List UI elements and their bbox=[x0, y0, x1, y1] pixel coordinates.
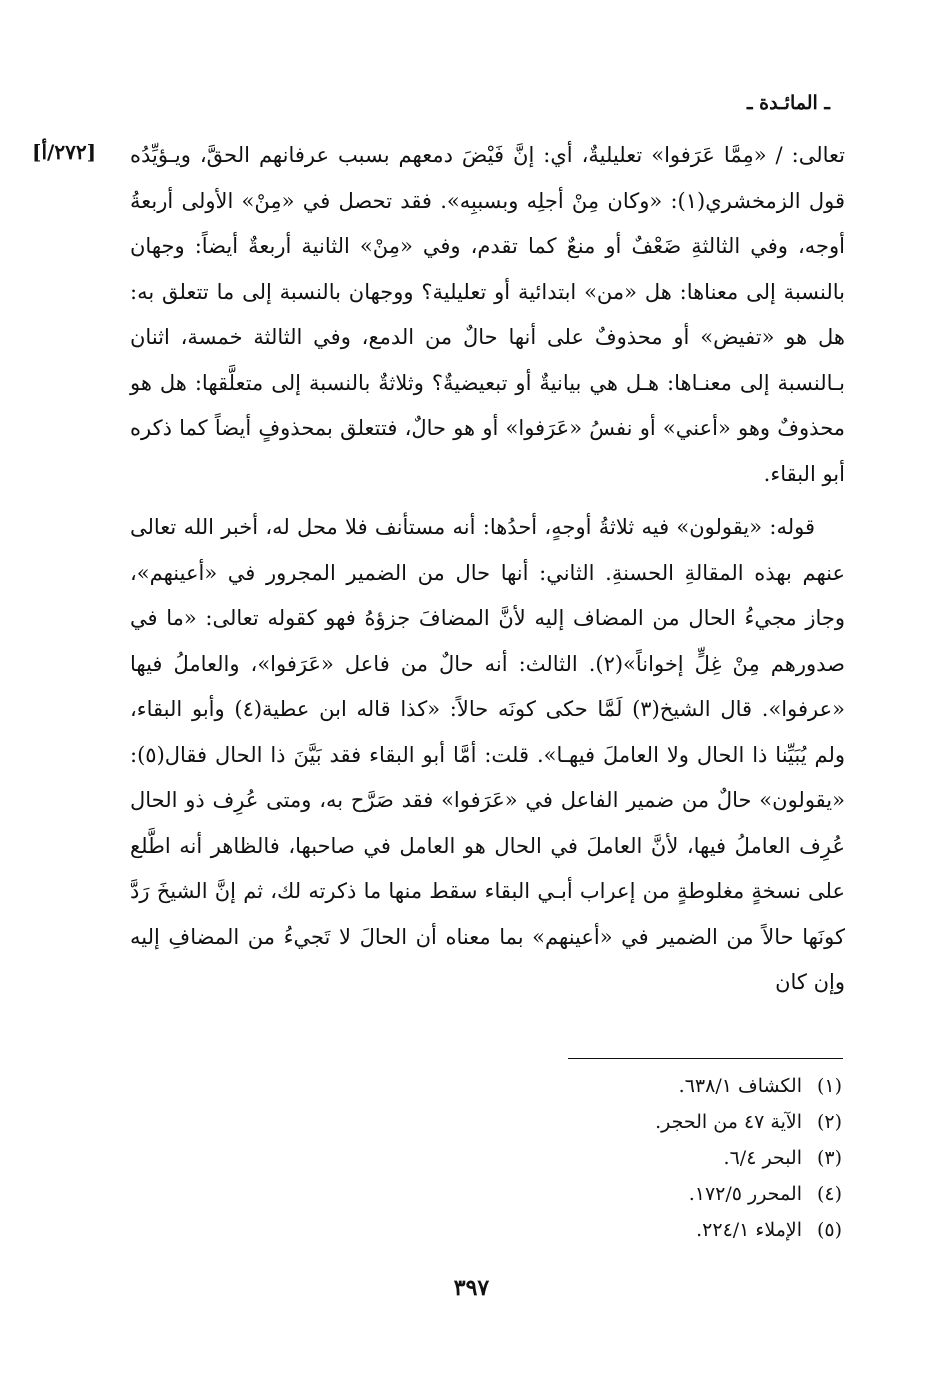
footnote-text: الآية ٤٧ من الحجر. bbox=[655, 1111, 802, 1133]
footnote-item bbox=[300, 1212, 842, 1248]
footnote-item bbox=[300, 1140, 842, 1176]
footnote-text: المحرر ١٧٢/٥. bbox=[688, 1183, 802, 1205]
paragraph-2: قوله: «يقولون» فيه ثلاثةُ أوجهٍ، أحدُها: أنه مستأنف فلا محل له، أخبر الله تعالى عنهم بهذه المقالةِ الحسنةِ. الثاني: أنها حال من الضمير المجرور في «أعينهم»، وجاز مجيءُ الحال من المضاف إليه لأنَّ المضافَ جزؤهُ فهو كقوله تعالى: «ما في صدورهم مِنْ غِلٍّ إخواناً»(٢). الثالث: أنه حالٌ من فاعل «عَرَفوا»، والعاملُ فيها «عرفوا». قال الشيخ(٣) لَمَّا حكى كونَه حالاً: «كذا قاله ابن عطية(٤) وأبو البقاء، ولم يُبَيِّنا ذا الحال ولا العاملَ فيهـا». قلت: أمَّا أبو البقاء فقد بَيَّنَ ذا الحال فقال(٥): «يقولون» حالٌ من ضمير الفاعل في «عَرَفوا» فقد صَرَّح به، ومتى عُرِف ذو الحال عُرِف العاملُ فيها، لأنَّ العاملَ في الحال هو العامل في صاحبها، فالظاهر أنه اطَّلع على نسخةٍ مغلوطةٍ من إعراب أبـي البقاء سقط منها ما ذكرته لك، ثم إنَّ الشيخَ رَدَّ كونَها حالاً من الضمير في «أعينهم» بما معناه أن الحالَ لا تَجيءُ من المضافِ إليه وإن كان bbox=[130, 515, 845, 994]
running-header: ـ المائـدة ـ bbox=[747, 92, 830, 114]
footnote-item bbox=[300, 1068, 842, 1104]
footnotes bbox=[300, 1068, 842, 1248]
footnote-item bbox=[300, 1176, 842, 1212]
footnote-number: (٢) bbox=[816, 1111, 842, 1133]
footnote-item bbox=[300, 1104, 842, 1140]
margin-reference: [٢٧٢/أ] bbox=[32, 140, 97, 164]
footnote-number: (٣) bbox=[816, 1147, 842, 1169]
main-text bbox=[130, 133, 845, 1006]
footnote-number: (٤) bbox=[816, 1183, 842, 1205]
footnote-text: الكشاف ٦٣٨/١. bbox=[678, 1075, 802, 1097]
paragraph-1: تعالى: / «مِمَّا عَرَفوا» تعليليةٌ، أي: إنَّ فَيْضَ دمعهم بسبب عرفانهم الحقَّ، ويـؤيِّدُه قول الزمخشري(١): «وكان مِنْ أجلِه وبسببِه». فقد تحصل في «مِنْ» الأولى أربعةُ أوجه، وفي الثالثةِ ضَعْفٌ أو منعٌ كما تقدم، وفي «مِنْ» الثانية أربعةٌ أيضاً: وجهان بالنسبة إلى معناها: هل «من» ابتدائية أو تعليلية؟ ووجهان بالنسبة إلى ما تتعلق به: هل هو «تفيض» أو محذوفٌ على أنها حالٌ من الدمع، وفي الثالثة خمسة، اثنان بـالنسبة إلى معنـاها: هـل هي بيانيةٌ أو تبعيضيةٌ؟ وثلاثةٌ بالنسبة إلى متعلَّقها: هل هو محذوفٌ وهو «أعني» أو نفسُ «عَرَفوا» أو هو حالٌ، فتتعلق بمحذوفٍ أيضاً كما ذكره أبو البقاء. bbox=[130, 143, 845, 486]
footnote-text: الإملاء ٢٢٤/١. bbox=[696, 1219, 802, 1241]
footnote-number: (١) bbox=[816, 1075, 842, 1097]
footnote-text: البحر ٦/٤. bbox=[723, 1147, 802, 1169]
footnote-divider bbox=[568, 1058, 843, 1059]
footnote-number: (٥) bbox=[816, 1219, 842, 1241]
page-number: ٣٩٧ bbox=[453, 1275, 490, 1301]
